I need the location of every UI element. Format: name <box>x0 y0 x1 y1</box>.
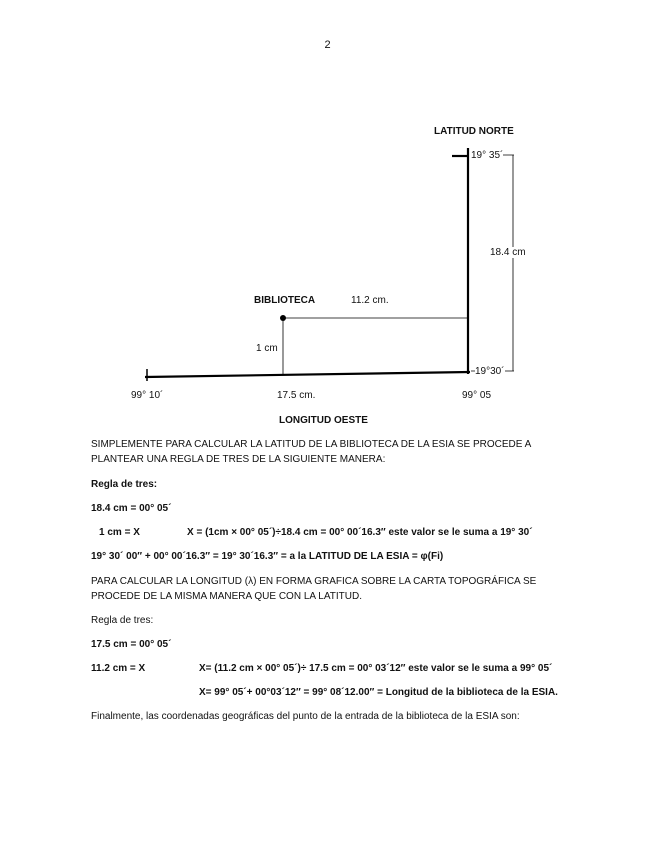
lat-rule-line2-left: 1 cm = X <box>99 527 140 538</box>
lon-rule-line1: 17.5 cm = 00° 05´ <box>91 639 172 650</box>
vertical-distance-label: 1 cm <box>256 343 278 354</box>
intro-paragraph: SIMPLEMENTE PARA CALCULAR LA LATITUD DE LA BIBLIOTECA DE LA ESIA SE PROCEDE A PLANTEAR UNA REGLA DE TRES DE LA SIGUIENTE MANERA: <box>91 439 531 465</box>
rule-heading-1: Regla de tres: <box>91 479 158 490</box>
lon-right-label: 99° 05 <box>462 390 492 401</box>
lat-rule-line2-right: X = (1cm × 00° 05´)÷18.4 cm = 00° 00´16.3″ este valor se le suma a 19° 30´ <box>187 527 533 538</box>
latitude-header: LATITUD NORTE <box>434 126 514 137</box>
longitude-header: LONGITUD OESTE <box>279 415 368 426</box>
lon-result: X= 99° 05´+ 00°03´12″ = 99° 08´12.00″ = Longitud de la biblioteca de la ESIA. <box>199 687 558 698</box>
lat-top-label: 19° 35´ <box>471 150 504 161</box>
lon-paragraph: PARA CALCULAR LA LONGITUD (λ) EN FORMA GRAFICA SOBRE LA CARTA TOPOGRÁFICA SE PROCEDE DE LA MISMA MANERA QUE CON LA LATITUD. <box>91 576 537 602</box>
rule-heading-2: Regla de tres: <box>91 615 154 626</box>
lat-scale-label: 18.4 cm <box>490 247 526 258</box>
lon-rule-line2-left: 11.2 cm = X <box>91 663 146 674</box>
horizontal-distance-label: 11.2 cm. <box>351 295 389 306</box>
library-label: BIBLIOTECA <box>254 295 316 306</box>
lon-left-label: 99° 10´ <box>131 390 164 401</box>
lon-rule-line2-right: X= (11.2 cm × 00° 05´)÷ 17.5 cm = 00° 03´12″ este valor se le suma a 99° 05´ <box>199 663 553 674</box>
lat-bottom-label: 19°30´ <box>475 366 505 377</box>
lon-scale-label: 17.5 cm. <box>277 390 316 401</box>
library-point <box>280 315 286 321</box>
longitude-axis <box>145 372 470 377</box>
page-number: 2 <box>324 39 331 51</box>
lat-rule-line1: 18.4 cm = 00° 05´ <box>91 503 172 514</box>
lat-result: 19° 30´ 00″ + 00° 00´16.3″ = 19° 30´16.3″ = a la LATITUD DE LA ESIA = φ(Fi) <box>91 551 444 562</box>
final-sentence: Finalmente, las coordenadas geográficas del punto de la entrada de la biblioteca de la ESIA son: <box>91 711 520 722</box>
